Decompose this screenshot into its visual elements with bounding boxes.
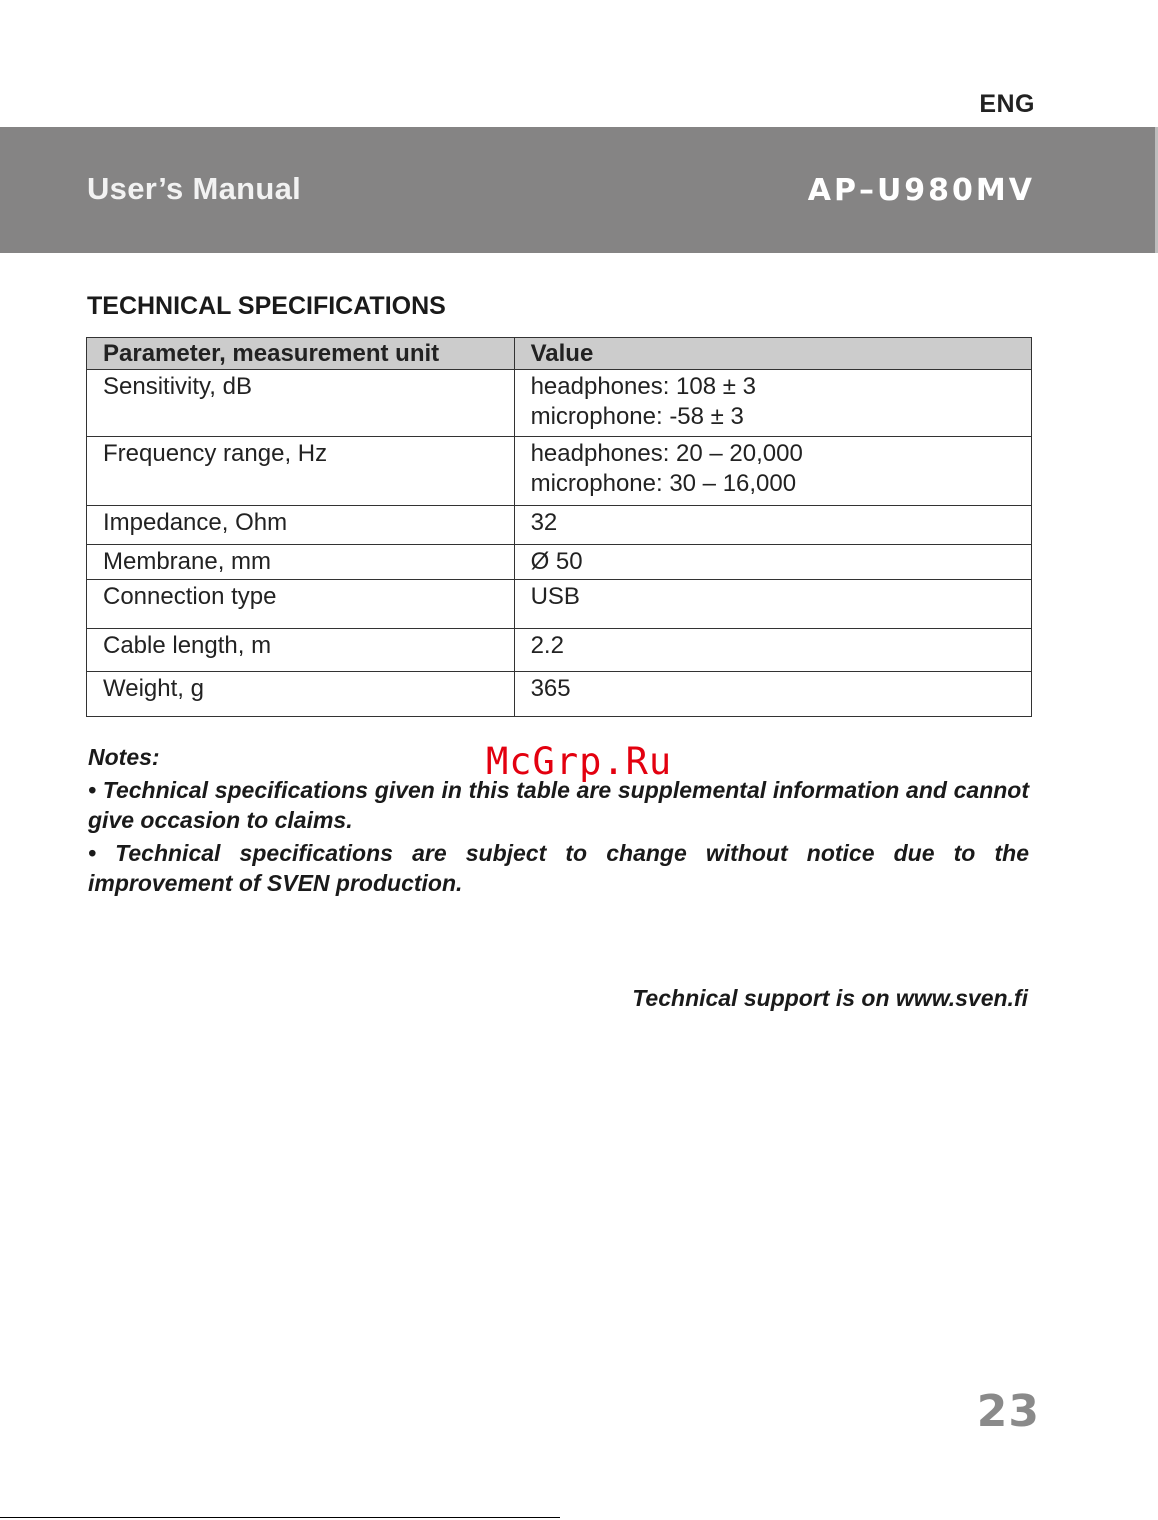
model-name: AP–U980MV (807, 173, 1035, 208)
specs-table (86, 337, 1032, 717)
bottom-rule (0, 1517, 560, 1518)
value-cell: Ø 50 (514, 545, 1031, 580)
page-number: 23 (976, 1386, 1040, 1437)
table-row (87, 672, 1032, 717)
column-header-parameter: Parameter, measurement unit (87, 338, 515, 370)
manual-title: User’s Manual (87, 171, 302, 206)
table-header-row (87, 338, 1032, 370)
parameter-cell: Membrane, mm (87, 545, 515, 580)
value-cell (514, 370, 1031, 437)
note-item: • Technical specifications are subject to change without notice due to the improvement of SVEN production. (88, 840, 1029, 896)
value-line: headphones: 108 ± 3 (530, 373, 756, 400)
value-cell: 2.2 (514, 629, 1031, 672)
watermark: McGrp.Ru (486, 740, 673, 783)
parameter-cell: Frequency range, Hz (87, 437, 515, 506)
value-cell: USB (514, 580, 1031, 629)
parameter-cell: Connection type (87, 580, 515, 629)
notes-heading: Notes: (88, 744, 160, 770)
section-title: TECHNICAL SPECIFICATIONS (87, 292, 446, 320)
table-row (87, 629, 1032, 672)
parameter-cell: Sensitivity, dB (87, 370, 515, 437)
value-line: microphone: -58 ± 3 (530, 403, 744, 430)
value-cell: 365 (514, 672, 1031, 717)
support-text: Technical support is on www.sven.fi (632, 985, 1028, 1011)
language-label: ENG (979, 90, 1035, 118)
table-row (87, 506, 1032, 545)
value-cell: 32 (514, 506, 1031, 545)
table-row (87, 545, 1032, 580)
header-banner (0, 127, 1158, 253)
note-item: • Technical specifications given in this table are supplemental information and cannot give occasion to claims. (88, 777, 1029, 833)
table-row (87, 437, 1032, 506)
parameter-cell: Weight, g (87, 672, 515, 717)
value-cell (514, 437, 1031, 506)
parameter-cell: Cable length, m (87, 629, 515, 672)
value-line: headphones: 20 – 20,000 (530, 440, 803, 467)
column-header-value: Value (514, 338, 1031, 370)
parameter-cell: Impedance, Ohm (87, 506, 515, 545)
table-row (87, 370, 1032, 437)
value-line: microphone: 30 – 16,000 (530, 470, 797, 497)
table-row (87, 580, 1032, 629)
